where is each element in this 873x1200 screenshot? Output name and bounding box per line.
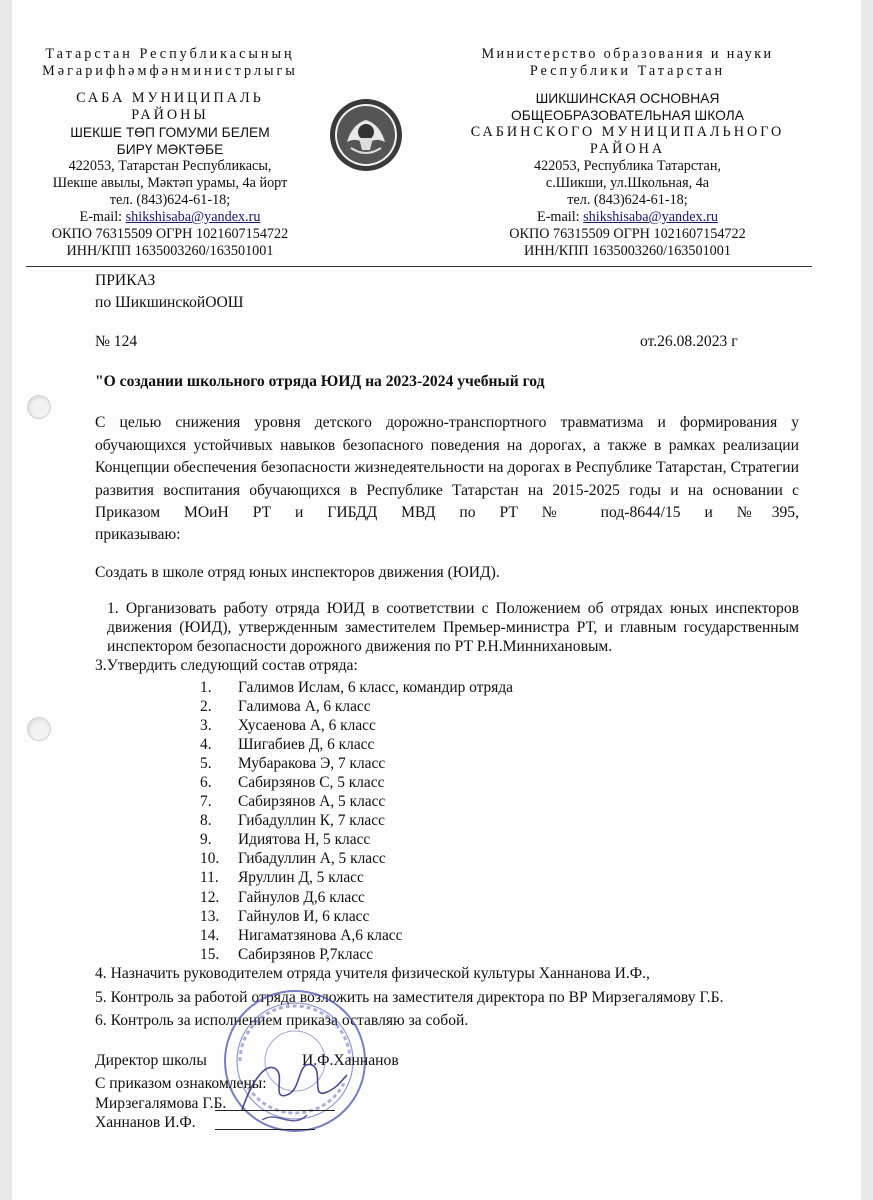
list-item — [200, 754, 513, 773]
director-signature — [232, 1040, 352, 1140]
list-item — [200, 697, 513, 716]
list-number: 1. — [200, 679, 212, 696]
member-name: Идиятова Н, 5 класс — [238, 831, 371, 849]
email-link[interactable]: shikshisaba@yandex.ru — [583, 209, 718, 225]
header-left-line: Мәгарифһәмфәнминистрлыгы — [42, 63, 298, 79]
member-name: Шигабиев Д, 6 класс — [238, 736, 375, 754]
list-number: 5. — [200, 755, 212, 773]
member-name: Сабирзянов А, 5 класс — [238, 793, 386, 811]
list-number: 14. — [200, 926, 220, 944]
header-left-line: БИРҮ МӘКТӘБЕ — [116, 142, 224, 157]
member-name: Сабирзянов С, 5 класс — [238, 774, 385, 792]
member-name: Гайнулов Д,6 класс — [238, 888, 365, 906]
acquainted-label: С приказом ознакомлены: — [95, 1075, 267, 1092]
list-item — [200, 945, 513, 964]
header-right-line: САБИНСКОГО МУНИЦИПАЛЬНОГО — [470, 124, 785, 140]
header-right-line: ОКПО 76315509 ОГРН 1021607154722 — [509, 226, 746, 242]
list-item — [200, 830, 513, 849]
member-name: Галимов Ислам, 6 класс, командир отряда — [238, 679, 513, 696]
order-date: от.26.08.2023 г — [640, 333, 738, 350]
list-number: 3. — [200, 717, 212, 735]
header-right-line: РАЙОНА — [589, 141, 666, 157]
list-number: 4. — [200, 736, 212, 754]
header-right-line: 422053, Республика Татарстан, — [534, 158, 721, 174]
list-item — [200, 907, 513, 926]
item-5: 5. Контроль за работой отряда возложить на заместителя директора по ВР Мирзегалямову Г.Б. — [95, 989, 724, 1006]
header-left — [40, 46, 300, 260]
acknowledgment-2: Ханнанов И.Ф. — [95, 1114, 196, 1131]
email-link[interactable]: shikshisaba@yandex.ru — [125, 209, 261, 225]
header-right-line: ОБЩЕОБРАЗОВАТЕЛЬНАЯ ШКОЛА — [511, 108, 744, 123]
list-number: 9. — [200, 831, 212, 849]
header-left-line: Татарстан Республикасының — [45, 46, 295, 62]
punch-hole — [27, 395, 51, 419]
header-right-email-line — [455, 209, 800, 226]
header-right-line: Министерство образования и науки — [481, 46, 774, 62]
order-heading: "О создании школьного отряда ЮИД на 2023-2024 учебный год — [95, 373, 545, 390]
list-number: 11. — [200, 869, 219, 887]
order-number: № 124 — [95, 333, 138, 350]
list-item — [200, 849, 513, 868]
member-name: Сабирзянов Р,7класс — [238, 945, 374, 963]
member-name: Мубаракова Э, 7 класс — [238, 755, 386, 773]
preamble-closing: приказываю: — [95, 526, 181, 543]
email-label: E-mail: — [537, 209, 584, 225]
punch-hole — [27, 717, 51, 741]
list-number: 15. — [200, 945, 220, 963]
member-name: Гибадуллин А, 5 класс — [238, 850, 386, 868]
email-label: E-mail: — [79, 209, 126, 225]
item-1: 1. Организовать работу отряда ЮИД в соответствии с Положением об отрядах юных инспекторов движения (ЮИД), утвержденным заместителем Премьер-министра РТ, и главным государственным инспектором безопасности дорожного движения по РТ Р.Н.Миннихановым. — [107, 600, 799, 655]
list-number: 2. — [200, 698, 212, 716]
scan-edge-right — [861, 0, 873, 1200]
director-name: И.Ф.Ханнанов — [302, 1052, 399, 1069]
list-number: 13. — [200, 907, 220, 925]
preamble: С целью снижения уровня детского дорожно-транспортного травматизма и формирования у обучающихся устойчивых навыков безопасного поведения на дорогах, а также в рамках реализации Концепции обеспечения безопасности жизнедеятельности на дорогах в Республике Татарстан, Стратегии развития воспитания обучающихся в Республике Татарстан на 2015-2025 годы и на основании с Приказом МОиН РТ и ГИБДД МВД по РТ № под-8644/15 и №395, — [95, 414, 799, 521]
list-number: 10. — [200, 850, 220, 868]
list-item — [200, 888, 513, 907]
item-6: 6. Контроль за исполнением приказа оставляю за собой. — [95, 1012, 469, 1029]
header-right-line: ШИКШИНСКАЯ ОСНОВНАЯ — [535, 91, 720, 106]
list-item — [200, 792, 513, 811]
member-name: Галимова А, 6 класс — [238, 698, 371, 716]
list-number: 7. — [200, 793, 212, 811]
order-subtitle: по ШикшинскойООШ — [95, 294, 244, 311]
list-number: 12. — [200, 888, 220, 906]
member-list — [200, 678, 513, 964]
header-left-line: ИНН/КПП 1635003260/163501001 — [66, 243, 274, 259]
member-name: Гайнулов И, 6 класс — [238, 907, 370, 925]
header-left-line: тел. (843)624-61-18; — [109, 192, 231, 208]
list-item — [200, 735, 513, 754]
tatarstan-emblem-icon — [329, 98, 403, 172]
list-item — [200, 926, 513, 945]
member-name: Яруллин Д, 5 класс — [238, 869, 364, 887]
scan-edge-left — [0, 0, 12, 1200]
list-number: 8. — [200, 812, 212, 830]
header-right-line: с.Шикши, ул.Школьная, 4а — [545, 175, 710, 191]
member-name: Гибадуллин К, 7 класс — [238, 812, 385, 830]
acknowledgment-1: Мирзегалямова Г.Б. — [95, 1095, 227, 1112]
item-4: 4. Назначить руководителем отряда учителя физической культуры Ханнанова И.Ф., — [95, 965, 650, 982]
create-statement: Создать в школе отряд юных инспекторов движения (ЮИД). — [95, 564, 500, 581]
list-number: 6. — [200, 774, 212, 792]
header-right-line: тел. (843)624-61-18; — [567, 192, 688, 208]
header-left-email-line — [40, 209, 300, 226]
list-item — [200, 868, 513, 887]
list-item — [200, 811, 513, 830]
director-label: Директор школы — [95, 1052, 207, 1069]
header-left-line: Шекше авылы, Мәктәп урамы, 4а йорт — [52, 175, 288, 191]
header-left-line: ОКПО 76315509 ОГРН 1021607154722 — [51, 226, 289, 242]
header-divider — [26, 266, 812, 267]
list-item — [200, 716, 513, 735]
header-right — [455, 46, 800, 260]
header-right-line: Республики Татарстан — [529, 63, 726, 79]
list-item — [200, 773, 513, 792]
list-item — [200, 678, 513, 697]
order-title: ПРИКАЗ — [95, 272, 156, 289]
header-left-line: 422053, Татарстан Республикасы, — [68, 158, 272, 174]
header-left-line: САБА МУНИЦИПАЛЬ РАЙОНЫ — [76, 90, 264, 123]
header-right-line: ИНН/КПП 1635003260/163501001 — [524, 243, 731, 259]
header-left-line: ШЕКШЕ ТӨП ГОМУМИ БЕЛЕМ — [70, 125, 270, 140]
member-name: Хусаенова А, 6 класс — [238, 717, 376, 735]
item-3: 3.Утвердить следующий состав отряда: — [95, 657, 358, 674]
member-name: Нигаматзянова А,6 класс — [238, 926, 403, 944]
